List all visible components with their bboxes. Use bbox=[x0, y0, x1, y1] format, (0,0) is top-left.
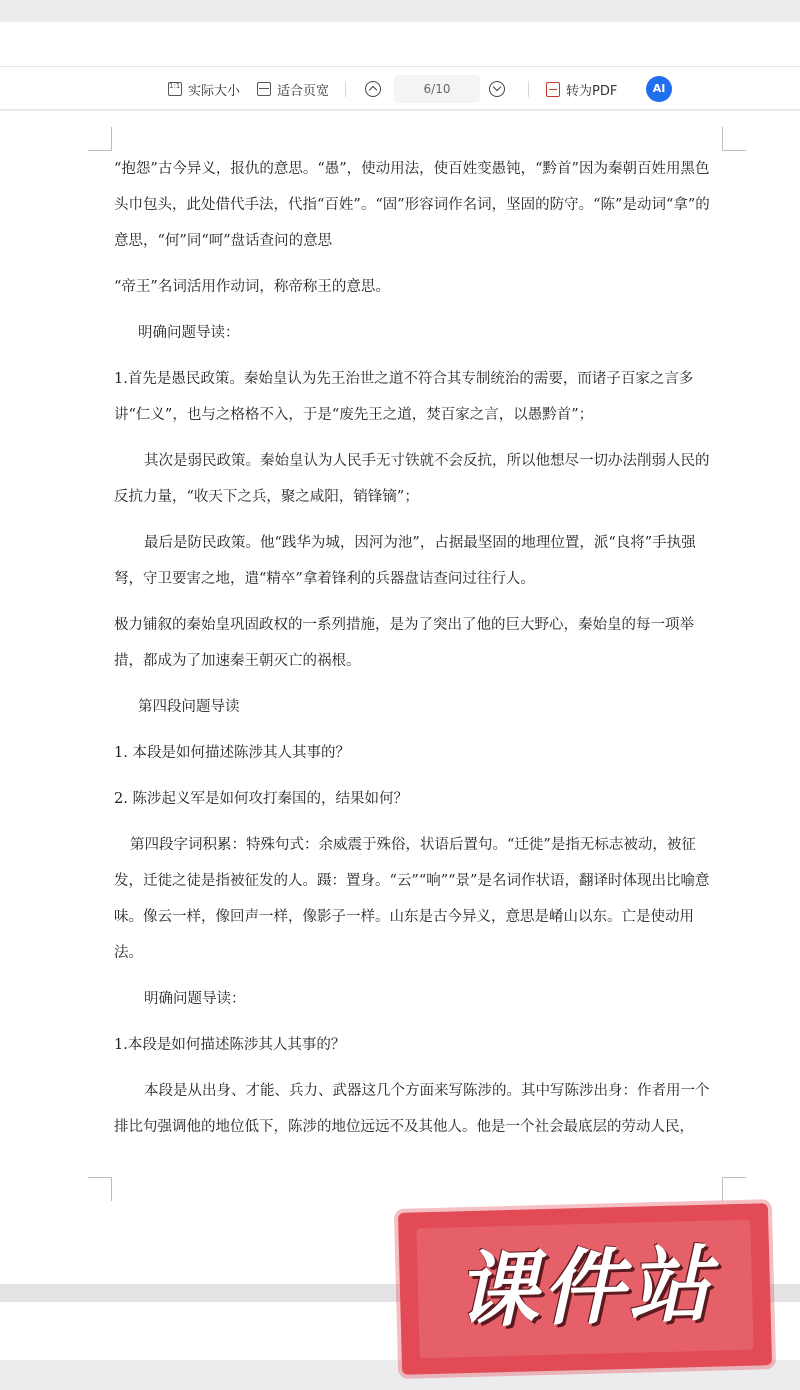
paragraph: 1. 本段是如何描述陈涉其人其事的？ bbox=[114, 745, 350, 761]
paragraph: 1.本段是如何描述陈涉其人其事的？ bbox=[114, 1037, 346, 1053]
page-number-input[interactable]: 6/10 bbox=[394, 75, 480, 103]
convert-to-pdf-label: 转为PDF bbox=[566, 83, 618, 99]
actual-size-button[interactable] bbox=[168, 77, 240, 101]
viewer-toolbar bbox=[0, 66, 800, 110]
watermark-stamp bbox=[398, 1203, 772, 1375]
actual-size-icon bbox=[168, 82, 182, 96]
convert-to-pdf-button[interactable] bbox=[546, 77, 617, 101]
paragraph: 本段是从出身、才能、兵力、武器这几个方面来写陈涉的。其中写陈涉出身：作者用一个排比句强调他的地位低下，陈涉的地位远远不及其他人。他是一个社会最底层的劳动人民， bbox=[114, 1083, 710, 1135]
paragraph: “帝王”名词活用作动词，称帝称王的意思。 bbox=[114, 279, 390, 295]
paragraph: 2. 陈涉起义军是如何攻打秦国的，结果如何？ bbox=[114, 791, 408, 807]
paragraph: “抱怨”古今异义，报仇的意思。“愚”，使动用法，使百姓变愚钝，“黔首”因为秦朝百姓用黑色头巾包头，此处借代手法，代指“百姓”。“固”形容词作名词，坚固的防守。“陈”是动词“拿”的意思，“何”同“呵”盘话查问的意思 bbox=[114, 161, 710, 249]
toolbar-divider bbox=[528, 81, 529, 97]
header-band bbox=[0, 22, 800, 66]
chevron-down-icon bbox=[489, 81, 505, 97]
paragraph: 其次是弱民政策。秦始皇认为人民手无寸铁就不会反抗，所以他想尽一切办法削弱人民的反抗力量，“收天下之兵，聚之咸阳，销锋镝”； bbox=[114, 453, 710, 505]
pdf-icon bbox=[546, 82, 560, 97]
paragraph: 第四段问题导读 bbox=[138, 699, 240, 715]
crop-mark bbox=[722, 127, 746, 151]
crop-mark bbox=[88, 1177, 112, 1201]
crop-mark bbox=[88, 127, 112, 151]
document-page bbox=[0, 111, 800, 1284]
crop-mark bbox=[722, 1177, 746, 1201]
next-page-button[interactable] bbox=[489, 77, 505, 101]
paragraph: 明确问题导读： bbox=[144, 991, 246, 1007]
paragraph: 最后是防民政策。他“践华为城，因河为池”，占据最坚固的地理位置，派“良将”手执强弩，守卫要害之地，遣“精卒”拿着锋利的兵器盘诘查问过往行人。 bbox=[114, 535, 696, 587]
watermark-text: 课件站 bbox=[454, 1237, 716, 1340]
document-body bbox=[114, 151, 722, 1155]
fit-width-label: 适合页宽 bbox=[277, 83, 330, 99]
prev-page-button[interactable] bbox=[365, 77, 381, 101]
chevron-up-icon bbox=[365, 81, 381, 97]
toolbar-divider bbox=[345, 81, 346, 97]
ai-assistant-button[interactable]: AI bbox=[646, 76, 672, 102]
actual-size-label: 实际大小 bbox=[188, 83, 241, 99]
fit-width-button[interactable] bbox=[257, 77, 329, 101]
window-top-strip bbox=[0, 0, 800, 22]
paragraph: 第四段字词积累：特殊句式：余威震于殊俗，状语后置句。“迁徙”是指无标志被动，被征发，迁徙之徒是指被征发的人。蹑：置身。“云”“响”“景”是名词作状语，翻译时体现出比喻意味。像云一样，像回声一样，像影子一样。山东是古今异义，意思是崤山以东。亡是使动用法。 bbox=[114, 837, 710, 961]
fit-width-icon bbox=[257, 82, 271, 96]
paragraph: 明确问题导读： bbox=[138, 325, 240, 341]
paragraph: 1.首先是愚民政策。秦始皇认为先王治世之道不符合其专制统治的需要，而诸子百家之言多讲“仁义”，也与之格格不入，于是“废先王之道，焚百家之言，以愚黔首”； bbox=[114, 371, 694, 423]
paragraph: 极力铺叙的秦始皇巩固政权的一系列措施，是为了突出了他的巨大野心，秦始皇的每一项举措，都成为了加速秦王朝灭亡的祸根。 bbox=[114, 617, 694, 669]
